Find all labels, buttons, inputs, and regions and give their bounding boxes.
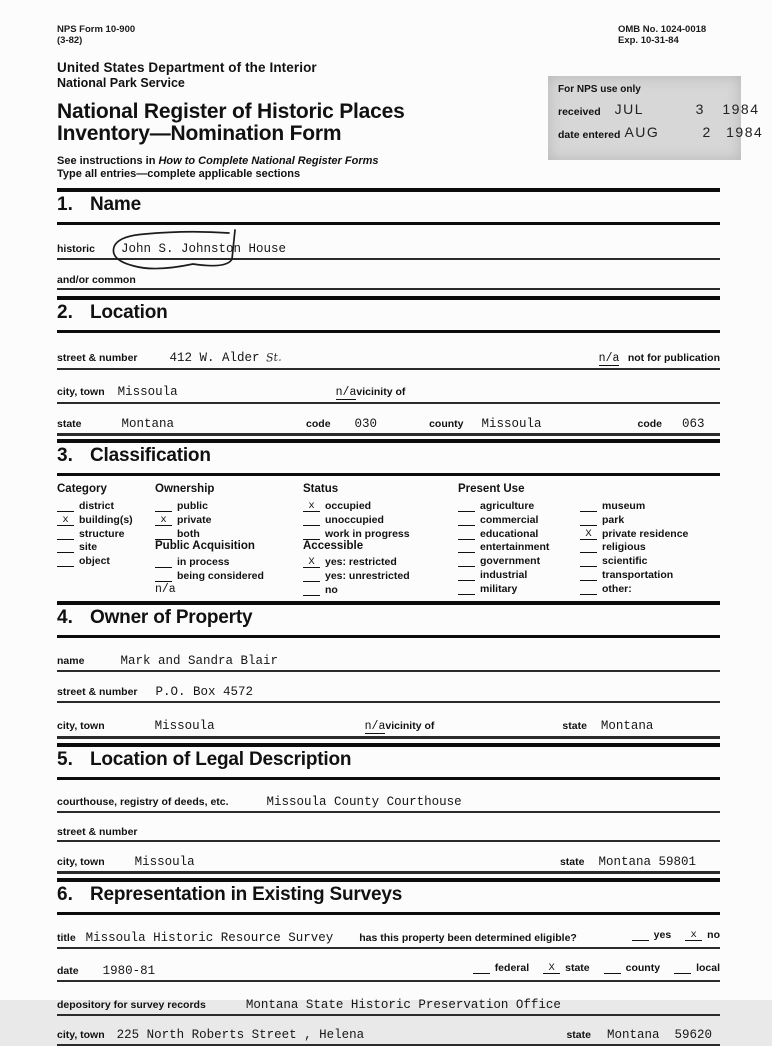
check-blank-line	[303, 501, 320, 512]
check-label: transportation	[602, 568, 674, 581]
check-blank-line	[458, 570, 475, 581]
section-6-header	[57, 878, 720, 915]
check-item-yes-restricted	[303, 555, 458, 569]
present-use-items-2	[580, 498, 720, 595]
check-label: educational	[480, 527, 539, 540]
owner-street-value: P.O. Box 4572	[155, 685, 254, 700]
courthouse-label: courthouse, registry of deeds, etc.	[57, 796, 229, 809]
street-number-label: street & number	[57, 352, 138, 365]
public-acquisition-na-note: n/a	[155, 583, 176, 597]
public-acquisition-items	[155, 555, 303, 583]
city-town-value: Missoula	[117, 385, 178, 400]
historic-name-row	[57, 242, 720, 260]
section-3-title: Classification	[90, 445, 211, 467]
check-item-work-in-progress	[303, 526, 458, 540]
check-item-transportation	[580, 567, 720, 581]
form-number: NPS Form 10-900	[57, 24, 136, 35]
check-label: work in progress	[325, 527, 410, 540]
legal-state-label: state	[559, 856, 585, 869]
survey-state-label: state	[566, 1029, 591, 1042]
legal-city-label: city, town	[57, 856, 105, 869]
check-item-federal	[473, 962, 529, 974]
check-blank-line	[57, 556, 74, 567]
common-name-label: and/or common	[57, 274, 136, 287]
check-blank-line	[57, 529, 74, 540]
check-blank-line	[57, 542, 74, 553]
survey-title-label: title	[57, 932, 76, 945]
code2-label: code	[637, 418, 663, 431]
check-label: entertainment	[480, 541, 550, 554]
check-blank-line	[155, 515, 172, 526]
check-label: military	[480, 582, 518, 595]
survey-title-row	[57, 929, 720, 949]
owner-street-row	[57, 685, 720, 703]
owner-state-label: state	[562, 720, 587, 733]
check-label: occupied	[325, 499, 372, 512]
received-label: received	[558, 106, 601, 118]
check-item-district	[57, 498, 155, 512]
legal-state-value: Montana 59801	[598, 855, 696, 870]
nps-use-only-box	[548, 76, 764, 160]
section-3-number: 3.	[57, 445, 73, 467]
check-item-museum	[580, 498, 720, 512]
check-label: both	[177, 527, 200, 540]
instructions-prefix: See instructions in	[57, 155, 159, 168]
status-items	[303, 498, 458, 539]
check-label: religious	[602, 541, 646, 554]
county-label: county	[429, 418, 464, 431]
check-label: agriculture	[480, 499, 535, 512]
classification-grid	[57, 476, 720, 601]
form-title-line2: Inventory—Nomination Form	[57, 122, 342, 146]
check-mark: X	[585, 527, 592, 540]
check-label: state	[565, 962, 590, 975]
legal-street-row	[57, 826, 720, 842]
status-column	[303, 483, 458, 596]
county-value: Missoula	[481, 417, 542, 432]
check-blank-line	[57, 501, 74, 512]
eligible-options	[618, 929, 720, 941]
check-blank-line	[155, 557, 172, 568]
section-3-header	[57, 439, 720, 476]
date-entered-label: date entered	[558, 129, 621, 141]
check-label: district	[79, 499, 115, 512]
check-item-unoccupied	[303, 512, 458, 526]
department-title: United States Department of the Interior	[57, 59, 317, 75]
check-item-building-s-	[57, 512, 155, 526]
form-number-block	[57, 24, 135, 47]
check-blank-line	[458, 542, 475, 553]
check-blank-line	[580, 542, 597, 553]
historic-label: historic	[57, 243, 95, 256]
handwritten-street-suffix: St.	[265, 350, 282, 365]
check-blank-line	[580, 529, 597, 540]
section-1-title: Name	[90, 194, 141, 216]
check-label: federal	[494, 962, 530, 975]
not-for-publication-label: not for publication	[627, 352, 720, 365]
check-label: scientific	[602, 555, 648, 568]
accessible-items	[303, 555, 458, 596]
check-blank-line	[155, 571, 172, 582]
not-for-publication-na: n/a	[598, 352, 620, 366]
check-item-object	[57, 553, 155, 567]
type-entries-line: Type all entries—complete applicable sections	[57, 168, 301, 181]
city-town-label: city, town	[57, 386, 105, 399]
category-items	[57, 498, 155, 567]
check-blank-line	[458, 501, 475, 512]
check-blank-line	[580, 515, 597, 526]
survey-city-value: 225 North Roberts Street , Helena	[116, 1028, 365, 1043]
check-blank-line	[155, 501, 172, 512]
survey-date-row	[57, 962, 720, 982]
check-label: site	[79, 541, 98, 554]
check-blank-line	[303, 557, 320, 568]
ownership-column	[155, 483, 303, 596]
check-item-government	[458, 553, 580, 567]
ownership-items	[155, 498, 303, 539]
legal-street-label: street & number	[57, 826, 138, 839]
check-item-no	[685, 929, 720, 941]
check-blank-line	[155, 529, 172, 540]
section-4-number: 4.	[57, 607, 73, 629]
check-item-structure	[57, 526, 155, 540]
check-blank-line	[674, 963, 691, 974]
depository-row	[57, 998, 720, 1016]
owner-name-row	[57, 654, 720, 672]
check-item-scientific	[580, 553, 720, 567]
section-2-header	[57, 296, 720, 333]
section-5-number: 5.	[57, 749, 73, 771]
check-item-park	[580, 512, 720, 526]
check-mark: x	[308, 499, 315, 512]
omb-block	[618, 24, 720, 47]
category-column	[57, 483, 155, 596]
check-blank-line	[458, 529, 475, 540]
check-item-site	[57, 540, 155, 554]
check-item-yes	[632, 929, 672, 941]
check-label: commercial	[480, 513, 539, 526]
check-blank-line	[303, 585, 320, 596]
owner-vicinity-label: vicinity of	[385, 720, 435, 733]
section-2-title: Location	[90, 302, 168, 324]
check-label: in process	[177, 556, 230, 569]
survey-level-options	[459, 962, 720, 974]
section-1-number: 1.	[57, 194, 73, 216]
omb-number: OMB No. 1024-0018	[618, 24, 707, 35]
section-5-header	[57, 743, 720, 780]
check-item-local	[674, 962, 720, 974]
city-town-row	[57, 382, 720, 404]
vicinity-na: n/a	[335, 386, 357, 400]
nps-box-heading: For NPS use only	[558, 84, 641, 95]
section-4-title: Owner of Property	[90, 607, 253, 629]
date-entered-row	[558, 124, 764, 141]
check-item-other-	[580, 581, 720, 595]
check-blank-line	[580, 556, 597, 567]
code1-value: 030	[354, 417, 378, 432]
owner-state-value: Montana	[600, 719, 654, 734]
owner-street-label: street & number	[57, 686, 138, 699]
check-label: private	[177, 513, 212, 526]
check-item-educational	[458, 526, 580, 540]
check-mark: X	[308, 556, 315, 569]
check-blank-line	[604, 963, 621, 974]
check-blank-line	[632, 930, 649, 941]
street-number-value: 412 W. Alder	[169, 351, 260, 366]
check-label: yes: unrestricted	[325, 570, 410, 583]
check-label: being considered	[177, 570, 264, 583]
agency-title: National Park Service	[57, 75, 185, 90]
check-item-county	[604, 962, 660, 974]
check-item-occupied	[303, 498, 458, 512]
present-use-title: Present Use	[458, 483, 525, 496]
common-name-row	[57, 274, 720, 290]
check-label: yes: restricted	[325, 556, 397, 569]
check-label: object	[79, 555, 110, 568]
state-value: Montana	[121, 417, 175, 432]
present-use-items-1	[458, 498, 580, 595]
check-blank-line	[473, 963, 490, 974]
section-6-number: 6.	[57, 884, 73, 906]
check-blank-line	[303, 529, 320, 540]
category-title: Category	[57, 483, 107, 496]
check-item-both	[155, 526, 303, 540]
check-label: no	[707, 929, 720, 942]
check-blank-line	[458, 584, 475, 595]
check-mark: x	[690, 929, 697, 942]
state-code-row	[57, 417, 720, 436]
check-label: park	[602, 513, 625, 526]
not-for-publication-group	[599, 348, 720, 366]
owner-city-row	[57, 716, 720, 739]
check-label: industrial	[480, 568, 528, 581]
check-label: private residence	[602, 527, 689, 540]
check-item-military	[458, 581, 580, 595]
check-mark: x	[62, 513, 69, 526]
check-blank-line	[543, 963, 560, 974]
courthouse-value: Missoula County Courthouse	[266, 795, 462, 810]
received-row	[558, 101, 760, 118]
depository-value: Montana State Historic Preservation Office	[245, 998, 561, 1013]
check-item-entertainment	[458, 540, 580, 554]
check-item-agriculture	[458, 498, 580, 512]
check-label: other:	[602, 582, 632, 595]
received-date-stamp: JUL 3 1984	[614, 101, 760, 117]
owner-vicinity-group	[365, 716, 435, 734]
check-item-in-process	[155, 555, 303, 569]
check-item-commercial	[458, 512, 580, 526]
check-item-no	[303, 582, 458, 596]
check-blank-line	[458, 515, 475, 526]
present-use-title-2	[580, 483, 720, 498]
check-label: museum	[602, 499, 646, 512]
legal-city-row	[57, 855, 720, 874]
check-blank-line	[580, 570, 597, 581]
owner-city-value: Missoula	[154, 719, 215, 734]
code1-label: code	[306, 418, 331, 431]
owner-name-value: Mark and Sandra Blair	[120, 654, 278, 669]
check-blank-line	[685, 930, 702, 941]
instructions-manual-title: How to Complete National Register Forms	[158, 155, 379, 168]
legal-city-value: Missoula	[134, 855, 195, 870]
vicinity-label: vicinity of	[356, 386, 406, 399]
survey-state-value: Montana 59620	[606, 1028, 712, 1043]
check-blank-line	[580, 501, 597, 512]
check-item-public	[155, 498, 303, 512]
survey-date-value: 1980-81	[102, 964, 156, 979]
check-mark: X	[548, 962, 555, 975]
public-acquisition-title: Public Acquisition	[155, 539, 255, 552]
check-label: local	[696, 962, 720, 975]
historic-name-value: John S. Johnston House	[120, 242, 286, 257]
eligible-question-label: has this property been determined eligible?	[359, 932, 577, 945]
survey-title-value: Missoula Historic Resource Survey	[85, 931, 334, 946]
owner-name-label: name	[57, 655, 85, 668]
check-blank-line	[57, 515, 74, 526]
check-blank-line	[303, 571, 320, 582]
omb-expiration: Exp. 10-31-84	[618, 35, 679, 47]
check-item-being-considered	[155, 568, 303, 582]
street-number-row	[57, 348, 720, 370]
status-title: Status	[303, 483, 339, 496]
survey-date-label: date	[57, 965, 79, 978]
check-blank-line	[580, 584, 597, 595]
entered-date-stamp: AUG 2 1984	[624, 124, 764, 140]
accessible-title: Accessible	[303, 539, 364, 552]
check-label: structure	[79, 527, 125, 540]
section-6-title: Representation in Existing Surveys	[90, 884, 403, 906]
check-blank-line	[458, 556, 475, 567]
present-use-column-1	[458, 483, 580, 596]
check-item-industrial	[458, 567, 580, 581]
form-header-meta	[57, 24, 720, 47]
survey-city-row	[57, 1028, 720, 1046]
check-label: no	[325, 583, 338, 596]
owner-city-label: city, town	[57, 720, 105, 733]
code2-value: 063	[682, 417, 705, 432]
check-item-private	[155, 512, 303, 526]
check-label: unoccupied	[325, 513, 384, 526]
section-5-title: Location of Legal Description	[90, 749, 352, 771]
section-1-header	[57, 188, 720, 225]
survey-city-label: city, town	[57, 1029, 105, 1042]
ownership-title: Ownership	[155, 483, 215, 496]
present-use-column-2	[580, 483, 720, 596]
courthouse-row	[57, 795, 720, 813]
check-label: government	[480, 555, 541, 568]
check-item-religious	[580, 540, 720, 554]
check-item-state	[543, 962, 590, 974]
check-blank-line	[303, 515, 320, 526]
section-4-header	[57, 601, 720, 638]
check-item-yes-unrestricted	[303, 568, 458, 582]
form-revision: (3-82)	[57, 35, 83, 47]
check-item-private-residence	[580, 526, 720, 540]
check-label: county	[625, 962, 661, 975]
state-label: state	[57, 418, 82, 431]
check-mark: x	[160, 513, 167, 526]
form-title-line1: National Register of Historic Places	[57, 99, 405, 123]
section-2-number: 2.	[57, 302, 73, 324]
check-label: public	[177, 499, 208, 512]
vicinity-group	[336, 382, 406, 400]
depository-label: depository for survey records	[57, 999, 206, 1012]
check-label: building(s)	[79, 513, 133, 526]
owner-vicinity-na: n/a	[364, 720, 386, 734]
check-label: yes	[653, 929, 672, 942]
